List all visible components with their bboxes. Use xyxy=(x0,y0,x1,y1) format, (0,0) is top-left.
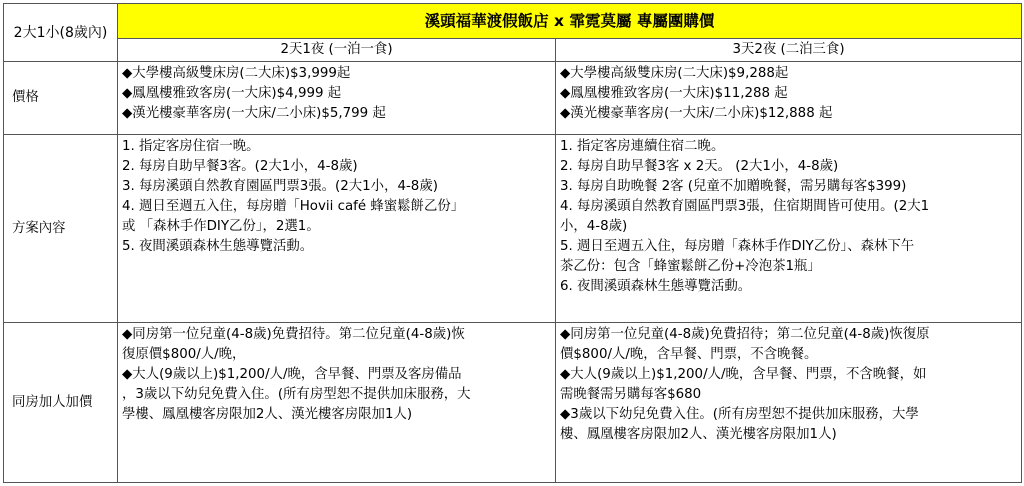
plan-line: 1. 指定客房住宿一晚。 xyxy=(122,139,260,154)
plan-line: 5. 夜間溪頭森林生態導覽活動。 xyxy=(122,239,314,254)
extra-line: ◆大人(9歲以上)$1,200/人/晚，含早餐、門票，不含晚餐，如 xyxy=(560,367,927,382)
price-2d1n-cell xyxy=(118,62,556,135)
row-label-plan: 方案內容 xyxy=(4,135,118,323)
plan-line: 2. 每房自助早餐3客。(2大1小，4-8歲) xyxy=(122,159,358,174)
extra-line: 學樓、鳳凰樓客房限加2人、漢光樓客房限加1人) xyxy=(122,407,413,422)
extra-2d1n-cell xyxy=(118,323,556,483)
extra-line: 復原價$800/人/晚， xyxy=(122,347,246,362)
price-line: ◆鳳凰樓雅致客房(一大床)$4,999 起 xyxy=(122,86,342,101)
extra-line: 價$800/人/晚，含早餐、門票，不含晚餐。 xyxy=(560,347,818,362)
plan-line: 6. 夜間溪頭森林生態導覽活動。 xyxy=(560,279,752,294)
extra-line: ◆同房第一位兒童(4-8歲)免費招待。第二位兒童(4-8歲)恢 xyxy=(122,327,465,342)
plan-line: 或 「森林手作DIY乙份」，2選1。 xyxy=(122,219,320,234)
plan-line: 小，4-8歲) xyxy=(560,219,628,234)
plan-line: 茶乙份：包含「蜂蜜鬆餅乙份+冷泡茶1瓶」 xyxy=(560,259,821,274)
price-3d2n-cell xyxy=(556,62,1022,135)
plan-line: 3. 每房自助晚餐 2客 (兒童不加贈晚餐，需另購每客$399) xyxy=(560,179,907,194)
plan-line: 4. 週日至週五入住，每房贈「Hovii café 蜂蜜鬆餅乙份」 xyxy=(122,199,465,214)
price-line: ◆大學樓高級雙床房(二大床)$3,999起 xyxy=(122,66,351,81)
extra-line: 需晚餐需另購每客$680 xyxy=(560,387,702,402)
price-line: ◆漢光樓豪華客房(一大床/二小床)$12,888 起 xyxy=(560,106,833,121)
plan-line: 5. 週日至週五入住，每房贈「森林手作DIY乙份」、森林下午 xyxy=(560,239,915,254)
plan-line: 2. 每房自助早餐3客 x 2天。 (2大1小，4-8歲) xyxy=(560,159,839,174)
extra-line: ◆3歲以下幼兒免費入住。(所有房型恕不提供加床服務，大學 xyxy=(560,407,919,422)
plan-line: 4. 每房溪頭自然教育園區門票3張，住宿期間皆可使用。(2大1 xyxy=(560,199,930,214)
price-line: ◆漢光樓豪華客房(一大床/二小床)$5,799 起 xyxy=(122,106,386,121)
plan-line: 3. 每房溪頭自然教育園區門票3張。(2大1小，4-8歲) xyxy=(122,179,438,194)
column-header-2d1n: 2天1夜 (一泊一食) xyxy=(118,39,556,62)
extra-line: ◆同房第一位兒童(4-8歲)免費招待；第二位兒童(4-8歲)恢復原 xyxy=(560,327,930,342)
extra-line: ◆大人(9歲以上)$1,200/人/晚，含早餐、門票及客房備品 xyxy=(122,367,462,382)
occupancy-corner-cell: 2大1小(8歲內) xyxy=(4,4,118,62)
table-title: 溪頭福華渡假飯店 x 霏霓莫屬 專屬團購價 xyxy=(118,4,1022,39)
price-line: ◆鳳凰樓雅致客房(一大床)$11,288 起 xyxy=(560,86,788,101)
promo-price-table xyxy=(3,3,1022,483)
extra-line: ，3歲以下幼兒免費入住。(所有房型恕不提供加床服務，大 xyxy=(122,387,471,402)
plan-3d2n-cell xyxy=(556,135,1022,323)
row-label-extra-person: 同房加人加價 xyxy=(4,323,118,483)
plan-line: 1. 指定客房連續住宿二晚。 xyxy=(560,139,725,154)
extra-3d2n-cell xyxy=(556,323,1022,483)
plan-2d1n-cell xyxy=(118,135,556,323)
column-header-3d2n: 3天2夜 (二泊三食) xyxy=(556,39,1022,62)
price-line: ◆大學樓高級雙床房(二大床)$9,288起 xyxy=(560,66,789,81)
extra-line: 樓、鳳凰樓客房限加2人、漢光樓客房限加1人) xyxy=(560,427,837,442)
row-label-price: 價格 xyxy=(4,62,118,135)
